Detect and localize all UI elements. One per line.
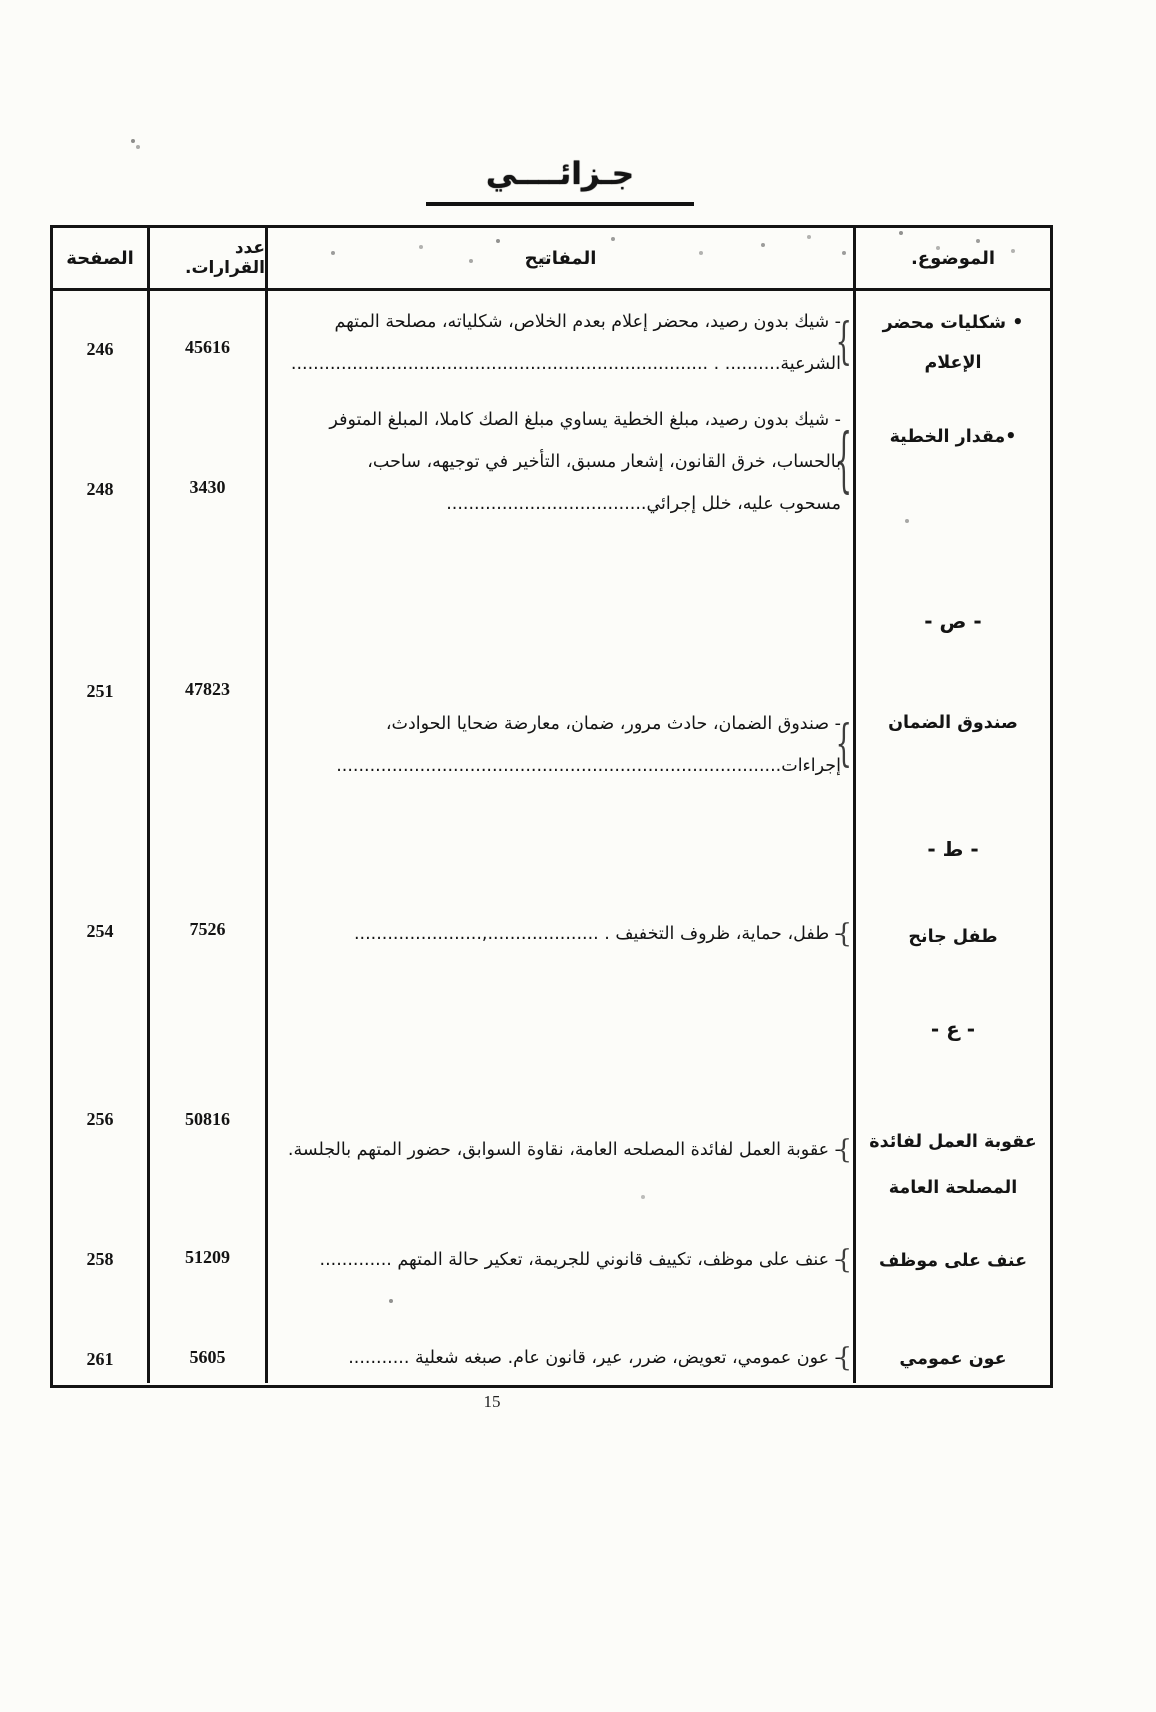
keys-entry: { - صندوق الضمان، حادث مرور، ضمان، معارضة ضحايا الحوادث، إجراءات................................................................................ [268, 703, 853, 787]
brace-mark: { [835, 1135, 852, 1165]
page-number: 246 [86, 339, 114, 359]
column-header-subject: الموضوع. [853, 228, 1050, 288]
section-separator-sad: - ص - [924, 609, 982, 633]
keys-entry: { - عنف على موظف، تكييف قانوني للجريمة، تعكير حالة المتهم ............. [268, 1237, 853, 1283]
keys-entry: { - عقوبة العمل لفائدة المصلحه العامة، نقاوة السوابق، حضور المتهم بالجلسة. [268, 1127, 853, 1173]
page-column [53, 291, 147, 1383]
decisions-count: 5605 [189, 1347, 226, 1367]
subject-entry: صندوق الضمان [888, 713, 1018, 733]
brace-mark: { [835, 716, 852, 774]
column-header-page: الصفحة [66, 247, 134, 269]
brace-mark: { [835, 314, 852, 372]
table-body [53, 291, 1050, 1383]
decisions-count: 47823 [185, 679, 230, 699]
index-table [50, 225, 1053, 1388]
subject-entry: •مقدار الخطية [889, 427, 1017, 447]
subject-column [853, 291, 1050, 1383]
decisions-column [147, 291, 265, 1383]
page-number: 256 [86, 1109, 114, 1129]
section-separator-tah: - ط - [927, 837, 979, 861]
scan-noise [0, 0, 2, 2]
page-number: 254 [86, 921, 114, 941]
column-header-keys: المفاتيح [265, 228, 853, 288]
keys-entry: { - شيك بدون رصيد، مبلغ الخطية يساوي مبلغ الصك كاملا، المبلغ المتوفر بالحساب، خرق القانون، إشعار مسبق، التأخير في توجيهه، ساحب، مسحوب عليه، خلل إجرائي.................................... [268, 399, 853, 525]
brace-mark: { [835, 421, 852, 503]
footer-page-number: 15 [483, 1392, 501, 1411]
page-title: جـزائــــي [426, 148, 694, 206]
keys-column [265, 291, 853, 1383]
keys-entry: { - طفل، حماية، ظروف التخفيف . ....................,....................... [268, 911, 853, 957]
keys-entry: { - شيك بدون رصيد، محضر إعلام بعدم الخلاص، شكلياته، مصلحة المتهم الشرعية.......... . ........................................................................... [268, 301, 853, 385]
subject-entry: عنف على موظف [878, 1251, 1028, 1271]
decisions-count: 50816 [185, 1109, 230, 1129]
subject-entry: عقوبة العمل لفائدة المصلحة العامة [869, 1132, 1037, 1198]
decisions-count: 3430 [189, 477, 226, 497]
subject-entry: طفل جانح [908, 927, 998, 947]
decisions-count: 51209 [185, 1247, 230, 1267]
page-number: 251 [86, 681, 114, 701]
brace-mark: { [835, 1245, 852, 1275]
brace-mark: { [835, 1343, 852, 1373]
section-separator-ain: - ع - [930, 1017, 976, 1041]
decisions-count: 45616 [185, 337, 230, 357]
page-number: 248 [86, 479, 114, 499]
decisions-count: 7526 [189, 919, 226, 939]
subject-entry: • شكليات محضر الإعلام [882, 313, 1024, 373]
subject-entry: عون عمومي [899, 1349, 1007, 1369]
brace-mark: { [835, 919, 852, 949]
page-number: 261 [86, 1349, 114, 1369]
column-header-decisions: عدد القرارات. [147, 228, 265, 288]
table-header-row [53, 228, 1050, 291]
keys-entry: { - عون عمومي، تعويض، ضرر، عير، قانون عام. صبغه شعلية ........... [268, 1335, 853, 1381]
page-number: 258 [86, 1249, 114, 1269]
